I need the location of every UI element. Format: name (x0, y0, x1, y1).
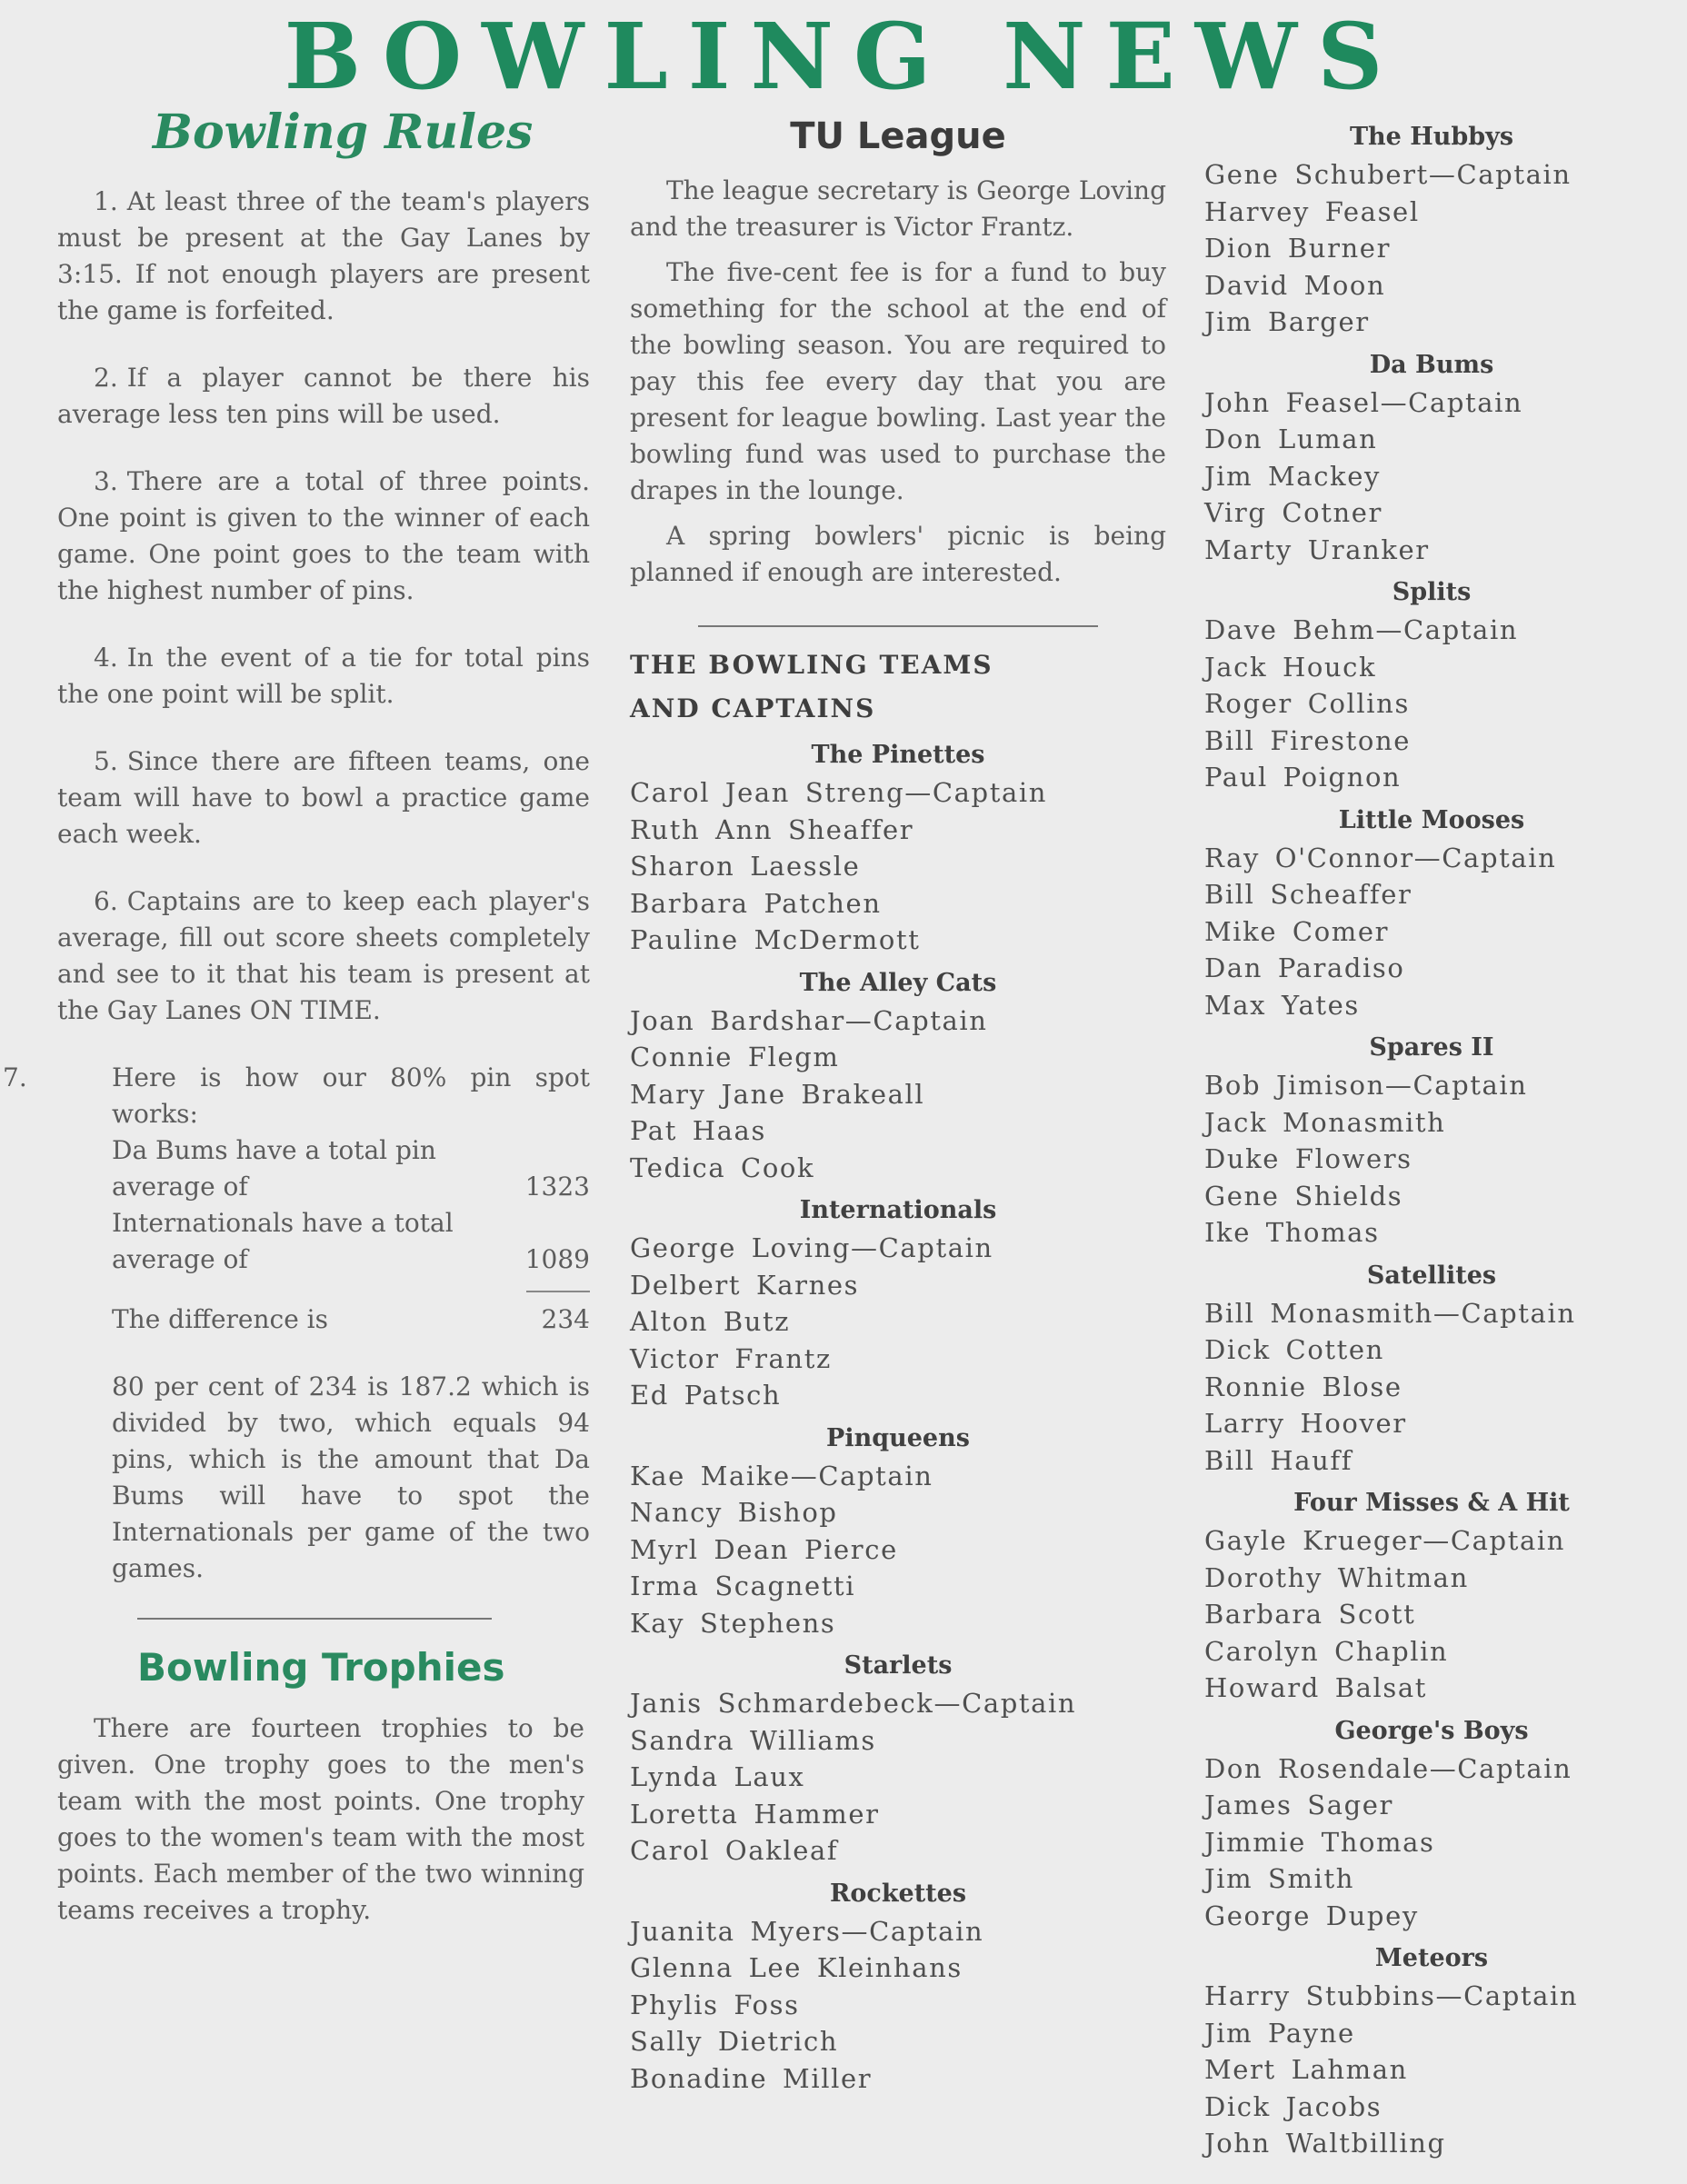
team-member: Loretta Hammer (630, 1798, 880, 1830)
rule-number: 6. (94, 886, 118, 916)
spot-row-difference (112, 1301, 590, 1338)
column-left (3, 105, 590, 1929)
team-member: Gene Schubert—Captain (1204, 159, 1572, 190)
rule-text: Captains are to keep each player's average, fill out score sheets completely and see to it that his team is present at the Gay Lanes ON TIME. (57, 886, 590, 1025)
team-member: Barbara Scott (1204, 1599, 1416, 1630)
rule-item (57, 743, 590, 853)
team-block (630, 1192, 1166, 1414)
team-member: Roger Collins (1204, 688, 1410, 719)
team-member: Ruth Ann Sheaffer (630, 813, 914, 845)
spot-label: The difference is (112, 1304, 328, 1334)
spot-row-da-bums (112, 1132, 590, 1205)
team-member: Mary Jane Brakeall (630, 1078, 925, 1110)
team-name: Starlets (844, 1651, 953, 1680)
rule-item (57, 883, 590, 1029)
rule-text: Here is how our 80% pin spot works: (112, 1062, 590, 1129)
team-member: George Loving—Captain (630, 1232, 993, 1263)
team-member: Gayle Krueger—Captain (1204, 1525, 1565, 1556)
masthead-title: BOWLING NEWS (284, 3, 1403, 110)
team-member: Larry Hoover (1204, 1408, 1407, 1439)
rule-item (57, 464, 590, 609)
teams-heading-line: THE BOWLING TEAMS (630, 650, 993, 680)
rule-number: 1. (94, 186, 118, 216)
team-block (1204, 1029, 1659, 1252)
team-member: Jim Barger (1204, 306, 1370, 337)
team-member: Paul Poignon (1204, 762, 1402, 793)
teams-list-middle (630, 736, 1166, 2097)
paragraph: The five-cent fee is for a fund to buy something for the school at the end of the bowling season. You are required to pay this fee every day that you are present for league bowling. Last year the bowling fund was used to purchase the drapes in the lounge. (630, 257, 1166, 505)
team-name: The Hubbys (1349, 123, 1514, 151)
team-member: Ike Thomas (1204, 1217, 1380, 1248)
team-block (630, 964, 1166, 1187)
team-member: Dave Behm—Captain (1204, 614, 1519, 645)
rules-list (3, 184, 590, 1587)
team-name: Internationals (799, 1196, 997, 1224)
team-block (1204, 1484, 1659, 1707)
team-member: Virg Cotner (1204, 497, 1383, 528)
team-name: Little Mooses (1338, 805, 1525, 834)
spot-row-internationals (112, 1205, 590, 1278)
trophies-text: There are fourteen trophies to be given. One trophy goes to the men's team with the most points. One trophy goes to the women's team with the most points. Each member of the two winning teams receives a trophy. (57, 1713, 584, 1925)
team-member: David Moon (1204, 269, 1386, 301)
team-block (630, 1875, 1166, 2098)
team-member: Marty Uranker (1204, 534, 1430, 565)
team-member: Harry Stubbins—Captain (1204, 1980, 1579, 2011)
spot-value: 1089 (524, 1244, 590, 1274)
team-member: Victor Frantz (630, 1342, 832, 1374)
team-member: Don Luman (1204, 424, 1378, 454)
team-block (1204, 802, 1659, 1024)
team-member: Barbara Patchen (630, 887, 882, 919)
rule-item (57, 360, 590, 433)
team-name: The Pinettes (811, 741, 985, 769)
team-member: Phylis Foss (630, 1989, 800, 2020)
rule-number: 4. (94, 643, 118, 673)
team-member: Bonadine Miller (630, 2062, 873, 2094)
team-member: Max Yates (1204, 989, 1360, 1021)
rule-number: 3. (94, 466, 118, 496)
team-member: Juanita Myers—Captain (630, 1915, 984, 1947)
team-member: Bill Firestone (1204, 724, 1412, 756)
team-member: Dion Burner (1204, 233, 1392, 264)
team-member: George Dupey (1204, 1900, 1419, 1931)
team-member: Ray O'Connor—Captain (1204, 842, 1557, 873)
section-divider (137, 1618, 492, 1620)
team-member: Tedica Cook (630, 1152, 815, 1183)
team-name: Four Misses & A Hit (1293, 1489, 1570, 1517)
rule-item (3, 1060, 590, 1132)
paragraph: A spring bowlers' picnic is being planned if enough are interested. (630, 521, 1166, 587)
team-member: Dan Paradiso (1204, 952, 1405, 983)
section-divider (698, 625, 1098, 627)
team-member: Howard Balsat (1204, 1672, 1428, 1703)
team-member: Connie Flegm (630, 1042, 840, 1072)
rule-7-pin-spot (3, 1060, 590, 1587)
column-middle (630, 115, 1166, 2097)
team-member: Gene Shields (1204, 1180, 1403, 1212)
rule-text: In the event of a tie for total pins the one point will be split. (57, 643, 590, 709)
team-member: Dick Cotten (1204, 1334, 1384, 1365)
team-name: The Alley Cats (799, 968, 997, 997)
team-member: Delbert Karnes (630, 1269, 860, 1301)
team-member: Jim Payne (1204, 2017, 1355, 2049)
rule-text: There are a total of three points. One point is given to the winner of each game. One point goes to the team with the highest number of pins. (57, 466, 590, 605)
bowling-rules-heading: Bowling Rules (153, 105, 534, 160)
spot-value: 1323 (524, 1172, 590, 1202)
team-block (630, 736, 1166, 959)
team-block (1204, 346, 1659, 569)
team-member: Ronnie Blose (1204, 1371, 1403, 1402)
rule-text: Since there are fifteen teams, one team will have to bowl a practice game each week. (57, 746, 590, 849)
team-member: Nancy Bishop (630, 1497, 838, 1528)
team-block (1204, 573, 1659, 796)
team-member: Myrl Dean Pierce (630, 1533, 898, 1565)
team-block (1204, 1712, 1659, 1935)
team-name: Spares II (1369, 1033, 1494, 1062)
team-member: John Waltbilling (1204, 2128, 1446, 2159)
team-member: Bill Hauff (1204, 1444, 1353, 1476)
team-name: Splits (1392, 578, 1472, 606)
rule-number: 5. (94, 746, 118, 776)
team-member: Alton Butz (630, 1306, 791, 1337)
teams-list-right (1204, 118, 1659, 2162)
team-member: Jack Houck (1204, 651, 1377, 683)
tu-league-heading: TU League (790, 115, 1006, 157)
team-name: Meteors (1374, 1944, 1489, 1972)
spot-explanation: 80 per cent of 234 is 187.2 which is divided by two, which equals 94 pins, which is the amount that Da Bums will have to spot the Internationals per game of the two games. (112, 1371, 590, 1583)
team-name: George's Boys (1334, 1716, 1529, 1745)
rule-number: 7. (3, 1062, 27, 1092)
paragraph: The league secretary is George Loving and the treasurer is Victor Frantz. (630, 175, 1166, 242)
team-block (1204, 1257, 1659, 1480)
team-block (1204, 118, 1659, 341)
team-block (1204, 1940, 1659, 2162)
team-member: Bob Jimison—Captain (1204, 1070, 1528, 1101)
team-member: Irma Scagnetti (630, 1571, 856, 1601)
team-block (630, 1420, 1166, 1642)
rule-item (57, 184, 590, 329)
team-member: Carolyn Chaplin (1204, 1635, 1449, 1667)
spot-label: Internationals have a total average of (112, 1208, 454, 1274)
team-member: Dorothy Whitman (1204, 1561, 1469, 1593)
rule-text: If a player cannot be there his average less ten pins will be used. (57, 363, 590, 429)
rule-text: At least three of the team's players must be present at the Gay Lanes by 3:15. If not enough players are present the game is forfeited. (57, 186, 590, 325)
team-member: Mike Comer (1204, 915, 1390, 947)
sum-line (526, 1291, 590, 1292)
team-name: Satellites (1366, 1261, 1497, 1290)
team-member: Sandra Williams (630, 1724, 876, 1756)
team-block (630, 1647, 1166, 1870)
column-right (1204, 113, 1659, 2162)
team-member: Don Rosendale—Captain (1204, 1752, 1572, 1784)
spot-label: Da Bums have a total pin average of (112, 1135, 436, 1202)
team-member: Carol Oakleaf (630, 1835, 839, 1866)
team-name: Da Bums (1369, 350, 1494, 379)
team-member: Janis Schmardebeck—Captain (630, 1688, 1077, 1719)
team-member: Pauline McDermott (630, 924, 921, 955)
team-member: Kay Stephens (630, 1607, 836, 1639)
team-member: Bill Monasmith—Captain (1204, 1297, 1576, 1329)
team-member: Mert Lahman (1204, 2054, 1408, 2085)
team-member: Glenna Lee Kleinhans (630, 1952, 963, 1983)
team-member: Sally Dietrich (630, 2026, 839, 2057)
team-member: Bill Scheaffer (1204, 879, 1412, 910)
team-member: Carol Jean Streng—Captain (630, 777, 1047, 808)
team-member: Jimmie Thomas (1204, 1826, 1435, 1858)
team-member: Lynda Laux (630, 1761, 805, 1792)
teams-heading (630, 643, 1166, 731)
team-member: Jim Smith (1204, 1863, 1354, 1894)
team-name: Pinqueens (826, 1423, 970, 1452)
tu-league-text (630, 173, 1166, 591)
rule-number: 2. (94, 363, 118, 393)
team-member: Sharon Laessle (630, 851, 861, 882)
teams-heading-line: AND CAPTAINS (630, 693, 876, 723)
team-member: Ed Patsch (630, 1380, 782, 1411)
team-member: Kae Maike—Captain (630, 1460, 933, 1491)
team-name: Rockettes (829, 1879, 967, 1908)
team-member: Pat Haas (630, 1115, 766, 1146)
rule-item (57, 640, 590, 713)
team-member: Duke Flowers (1204, 1143, 1412, 1174)
team-member: James Sager (1204, 1790, 1394, 1820)
team-member: John Feasel—Captain (1204, 386, 1523, 418)
team-member: Dick Jacobs (1204, 2090, 1383, 2122)
team-member: Jim Mackey (1204, 460, 1381, 492)
spot-value: 234 (541, 1304, 590, 1334)
team-member: Jack Monasmith (1204, 1106, 1446, 1138)
team-member: Harvey Feasel (1204, 195, 1420, 227)
team-member: Joan Bardshar—Captain (630, 1004, 988, 1036)
bowling-trophies-heading: Bowling Trophies (137, 1645, 505, 1690)
